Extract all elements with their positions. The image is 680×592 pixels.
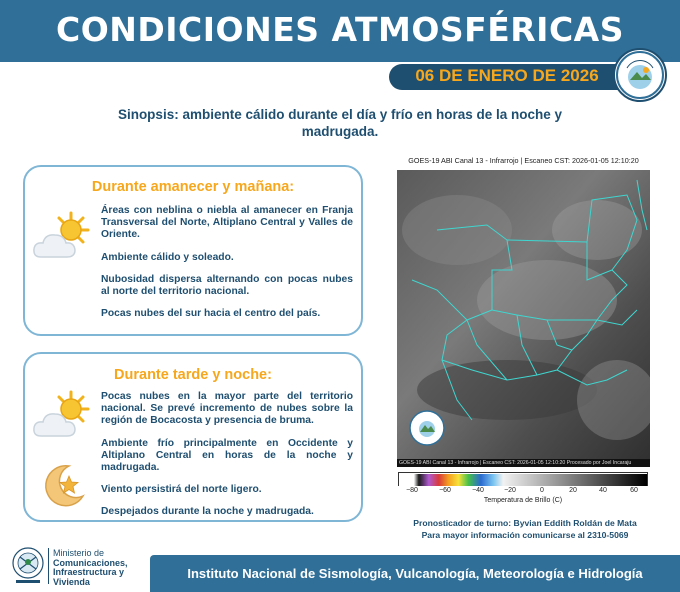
colorbar-tick: 40 (599, 487, 607, 494)
ministry-separator (48, 548, 49, 584)
colorbar-tick: 20 (569, 487, 577, 494)
moon-star-icon (39, 462, 87, 515)
evening-paragraph: Ambiente frío principalmente en Occidente y Altiplano Central en horas de la noche y madrugada. (101, 437, 353, 474)
sun-behind-cloud-icon (31, 209, 93, 272)
footer-institution: Instituto Nacional de Sismología, Vulcanología, Meteorología e Hidrología (187, 566, 643, 581)
morning-paragraph: Ambiente cálido y soleado. (101, 251, 234, 263)
synopsis-text: Sinopsis: ambiente cálido durante el día y frío en horas de la noche y madrugada. (117, 107, 563, 139)
evening-panel (23, 352, 363, 522)
morning-text (101, 205, 353, 330)
ministry-line: Vivienda (53, 576, 90, 587)
morning-paragraph: Pocas nubes del sur hacia el centro del país. (101, 308, 321, 320)
morning-paragraph: Áreas con neblina o niebla al amanecer en Franja Transversal del Norte, Altiplano Central y Valles de Oriente. (101, 205, 353, 241)
forecaster-info (380, 517, 670, 541)
date-label: 06 DE ENERO DE 2026 (415, 66, 599, 85)
insivumeh-seal-icon (615, 50, 665, 100)
satellite-caption: GOES-19 ABI Canal 13 - Infrarrojo | Escaneo CST: 2026-01-05 12:10:20 (408, 156, 639, 165)
insivumeh-logo (613, 48, 667, 102)
ministry-line: Infraestructura y (53, 567, 125, 577)
colorbar-tick: 0 (540, 487, 544, 494)
colorbar (398, 472, 648, 486)
morning-title: Durante amanecer y mañana: (91, 179, 295, 195)
ministry-line: Ministerio de (53, 548, 105, 558)
page-title: CONDICIONES ATMOSFÉRICAS (56, 10, 624, 49)
sun-behind-cloud-icon (31, 388, 93, 451)
forecaster-name: Pronosticador de turno: Byvian Eddith Roldán de Mata (413, 518, 637, 528)
evening-paragraph: Despejados durante la noche y madrugada. (101, 506, 314, 518)
colorbar-tick: 60 (630, 487, 638, 494)
colorbar-label: Temperatura de Brillo (C) (483, 497, 563, 504)
contact-info: Para mayor información comunicarse al 2310-5069 (421, 530, 629, 540)
colorbar-tick: −80 (406, 487, 418, 494)
ministry-line: Comunicaciones, (53, 557, 128, 568)
colorbar-ticks (398, 487, 648, 497)
colorbar-tick: −20 (504, 487, 516, 494)
satellite-bottom-caption: GOES-19 ABI Canal 13 - Infrarrojo | Escaneo CST: 2026-01-05 12:10:20 Procesado por Joel Incaraju (397, 459, 650, 467)
morning-panel (23, 165, 363, 336)
evening-title: Durante tarde y noche: (114, 367, 272, 383)
evening-text (101, 391, 353, 529)
colorbar-tick: −60 (439, 487, 451, 494)
guatemala-coat-of-arms-icon (10, 543, 46, 585)
morning-paragraph: Nubosidad dispersa alternando con pocas nubes al norte del territorio nacional. (101, 273, 353, 298)
ministry-name (53, 549, 128, 587)
evening-paragraph: Pocas nubes en la mayor parte del territorio nacional. Se prevé incremento de nubes sobre la región de Bocacosta y presencia de bruma. (101, 391, 353, 427)
colorbar-tick: −40 (472, 487, 484, 494)
evening-paragraph: Viento persistirá del norte ligero. (101, 484, 262, 496)
satellite-image (397, 170, 650, 466)
